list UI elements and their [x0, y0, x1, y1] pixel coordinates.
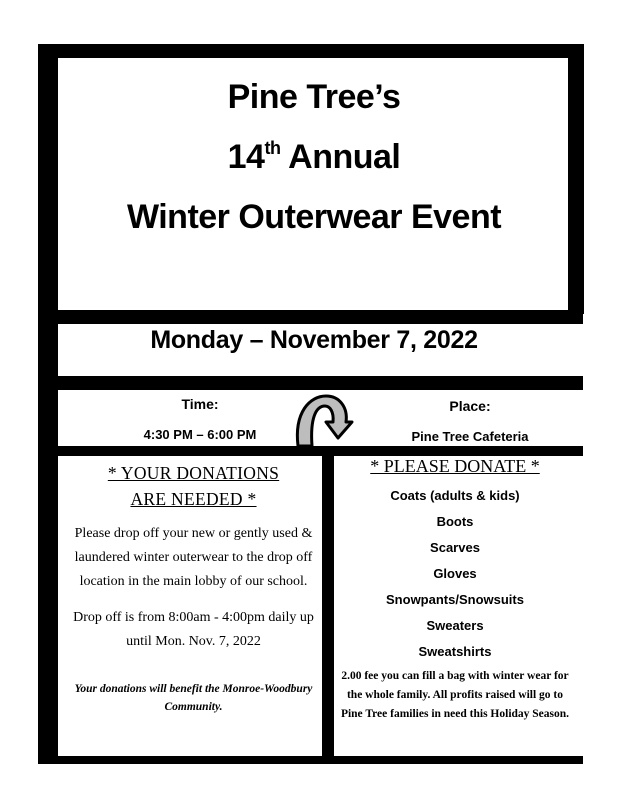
list-item: Scarves — [430, 540, 480, 555]
dropoff-hours: Drop off is from 8:00am - 4:00pm daily up until Mon. Nov. 7, 2022 — [73, 610, 314, 649]
list-item: Snowpants/Snowsuits — [386, 592, 524, 607]
place-label: Place: — [449, 398, 491, 414]
title-line-2 — [60, 138, 568, 177]
list-item: Coats (adults & kids) — [390, 488, 520, 503]
title-number: 14 — [227, 138, 265, 176]
time-value: 4:30 PM – 6:00 PM — [143, 427, 257, 442]
donations-heading-line-1: * YOUR DONATIONS — [107, 463, 280, 483]
donations-heading — [66, 460, 321, 512]
fee-note: 2.00 fee you can fill a bag with winter wear for the whole family. All profits raised will go to Pine Tree families in need this Holiday Season. — [340, 670, 570, 720]
list-item: Boots — [436, 514, 474, 529]
list-item: Gloves — [433, 566, 477, 581]
time-label: Time: — [181, 396, 219, 412]
benefit-note: Your donations will benefit the Monroe-Woodbury Community. — [74, 683, 313, 713]
event-date: Monday – November 7, 2022 — [150, 326, 478, 354]
donations-heading-line-2: ARE NEEDED * — [130, 489, 257, 509]
please-donate-section — [338, 455, 572, 724]
dropoff-text: Please drop off your new or gently used & laundered winter outerwear to the drop off location in the main lobby of our school. — [74, 526, 313, 589]
border-bottom — [38, 756, 583, 764]
divider-above-date — [58, 310, 583, 324]
divider-below-date — [58, 376, 583, 390]
please-donate-heading-text: * PLEASE DONATE * — [370, 456, 540, 476]
place-value: Pine Tree Cafeteria — [411, 429, 529, 444]
curved-arrow-icon — [286, 390, 358, 448]
border-top — [38, 44, 583, 58]
donations-section — [66, 460, 321, 716]
border-right — [568, 44, 584, 314]
title-line-3: Winter Outerwear Event — [126, 198, 502, 236]
donation-items-list — [338, 483, 572, 665]
title-ordinal-suffix: th — [264, 138, 281, 158]
list-item: Sweatshirts — [418, 644, 492, 659]
border-left — [38, 44, 58, 764]
title-annual: Annual — [280, 138, 401, 176]
column-divider — [322, 446, 334, 764]
please-donate-heading — [338, 455, 572, 477]
title-line-1: Pine Tree’s — [227, 78, 401, 116]
list-item: Sweaters — [426, 618, 484, 633]
